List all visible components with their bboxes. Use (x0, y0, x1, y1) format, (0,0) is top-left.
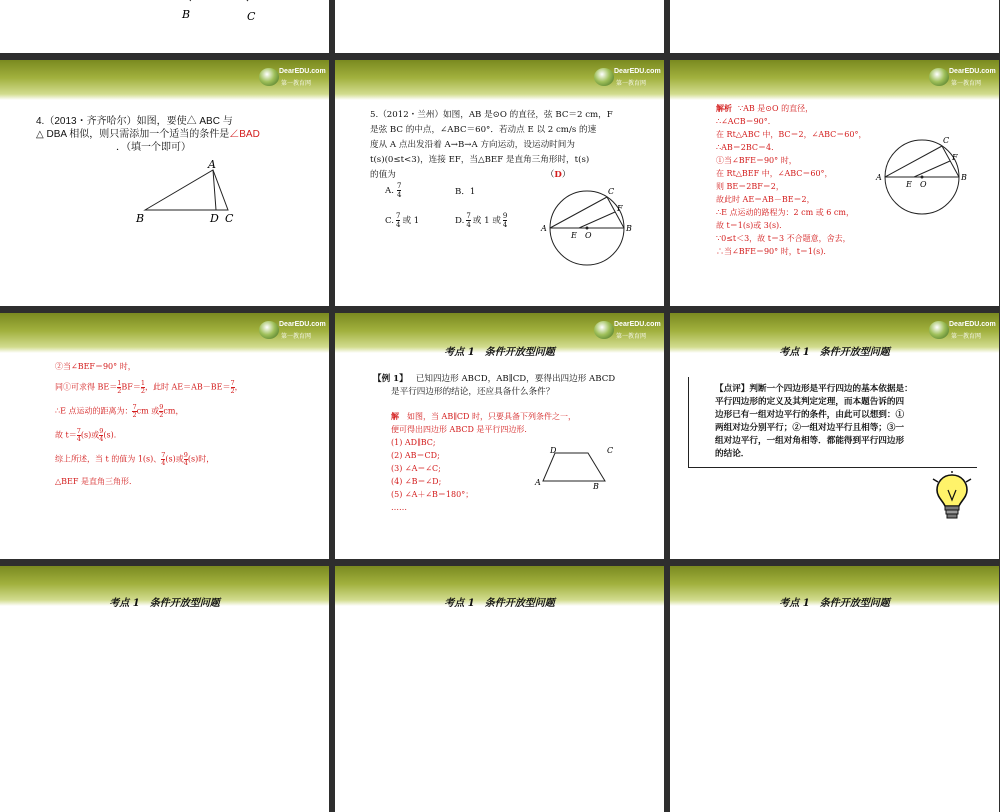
label-c: C (607, 446, 614, 455)
label-c: C (943, 136, 950, 145)
slide-thumbnail-1[interactable] (0, 0, 329, 53)
label-f: F (952, 153, 958, 162)
label-a: A (541, 224, 547, 233)
solution-text: 解析 ∵AB 是⊙O 的直径， ∴∠ACB＝90°． 在 Rt△ABC 中，BC＝2，∠ABC＝60°， ∴AB＝2BC＝4． ①当∠BFE＝90° 时， 在 Rt△BEF 中，∠ABC＝60°， 则 BE＝2BF＝2， 故此时 AE＝AB－BE＝2， ∴E 点运动的路程为：2 cm 或 6 cm， 故 t＝1(s)或 3(s)． ∵0≤t＜3，故 t＝3 不合题意，舍去， ∴当∠BFE＝90° 时，t＝1(s)． (716, 103, 867, 256)
slide-thumbnail-8[interactable] (335, 313, 664, 559)
slide-title: 考点 1 条件开放型问题 (779, 598, 890, 609)
circle-figure (670, 60, 999, 306)
lightbulb-icon (932, 471, 972, 525)
slide-thumbnail-7[interactable] (0, 313, 329, 559)
label-c: C (608, 187, 615, 196)
slide-thumbnail-2[interactable] (335, 0, 664, 53)
label-e: E (906, 180, 912, 189)
slide-thumbnail-3[interactable] (670, 0, 999, 53)
comment-text: 【点评】判断一个四边形是平行四边的基本依据是： 平行四边形的定义及其判定定理，而本题告诉的四 边形已有一组对边平行的条件，由此可以想到：① 两组对边分别平行；②一组对边平行且相等；③一 组对边平行，一组对角相等．都能得到平行四边形 的结论． (715, 384, 913, 459)
slide-thumbnail-9[interactable] (670, 313, 999, 559)
problem-text: 5.（2012・兰州）如图，AB 是⊙O 的直径，弦 BC＝2 cm，F 是弦 BC 的中点，∠ABC＝60°．若动点 E 以 2 cm/s 的速 度从 A 点出发沿着 A→B→A 方向运动，设运动时间为 t(s)(0≤t<3)，连接 EF，当△BEF 是直角三角形时，t(s) 的值为 （D） (370, 110, 613, 180)
slide-thumbnail-4[interactable] (0, 60, 329, 306)
label-o: O (585, 231, 592, 240)
slide-thumbnail-12[interactable] (670, 566, 999, 812)
slide-title: 考点 1 条件开放型问题 (779, 347, 890, 358)
slide-thumbnail-6[interactable] (670, 60, 999, 306)
deareducom-logo: DearEDU.com 第一教育网 (594, 319, 656, 343)
answer-text: ∠BAD (229, 129, 260, 140)
label-d: D (550, 446, 557, 455)
deareducom-logo: DearEDU.com 第一教育网 (929, 66, 991, 90)
slide-thumbnail-5[interactable]: DearEDU.com 第一教育网 5.（2012・兰州）如图，AB 是⊙O 的直径，弦 BC＝2 cm，F 是弦 BC 的中点，∠ABC＝60°．若动点 E 以 2 cm/s 的速 度从 A 点出发沿着 A→B→A 方向运动，设运动时间为 t(s)(0≤t<3)，连接 EF，当△BEF 是直角三角形时，t(s) 的值为 （D） A. $\frac{7}{4}$ B．1 C. $\frac{7}{4}$ 或 1 D. $\frac{7}{4}$ 或 1 或 $\frac{9}{4}$ C F A E O B (335, 60, 664, 306)
label-b: B (593, 482, 599, 491)
label-a: A (208, 158, 216, 171)
label-o: O (920, 180, 927, 189)
deareducom-logo: DearEDU.com 第一教育网 (259, 319, 321, 343)
answer-text: D (554, 170, 562, 180)
label-a: A (876, 173, 882, 182)
label-b: B (626, 224, 632, 233)
triangle-figure (0, 60, 329, 306)
label-e: E (571, 231, 577, 240)
slide-thumbnail-11[interactable] (335, 566, 664, 812)
label-f: F (617, 204, 623, 213)
slide-thumbnail-10[interactable] (0, 566, 329, 812)
label-b: B (961, 173, 967, 182)
label-c: C (247, 10, 256, 23)
slide-title: 考点 1 条件开放型问题 (444, 347, 555, 358)
circle-figure (335, 60, 664, 306)
label-b: B (182, 8, 191, 21)
deareducom-logo: DearEDU.com 第一教育网 (259, 66, 321, 90)
label-a: A (535, 478, 541, 487)
problem-text: 4.（2013・齐齐哈尔）如图，要使△ ABC 与 △ DBA 相似，则只需添加一个适当的条件是∠BAD ．（填一个即可） (36, 116, 260, 153)
label-c: C (225, 212, 234, 225)
triangle-figure (0, 0, 329, 53)
slide-title: 考点 1 条件开放型问题 (109, 598, 220, 609)
solution-text: ②当∠BEF＝90° 时， 同①可求得 BE＝ $\frac{1}{2}$ BF＝ $\frac{1}{2}$ ，此时 AE＝AB－BE＝ $\frac{7}{2}$ ， ∴E 点运动的距离为： $\frac{7}{2}$ cm 或 $\frac{9}{2}$ cm， 故 t＝ $\frac{7}{4}$ (s)或 $\frac{9}{4}$ (s)． 综上所述，当 t 的值为 1(s)、 $\frac{7}{4}$ (s)或 $\frac{9}{4}$ (s)时， △BEF 是直角三角形． (55, 362, 243, 486)
deareducom-logo: DearEDU.com 第一教育网 (594, 66, 656, 90)
parallelogram-figure (335, 313, 664, 559)
deareducom-logo: DearEDU.com 第一教育网 (929, 319, 991, 343)
label-d: D (210, 212, 219, 225)
slide-title: 考点 1 条件开放型问题 (444, 598, 555, 609)
example-text: 【例 1】 已知四边形 ABCD，AB∥CD，要得出四边形 ABCD 是平行四边形的结论，还应具备什么条件？ (373, 374, 616, 397)
solution-text: 解 如图，当 AB∥CD 时，只要具备下列条件之一， 便可得出四边形 ABCD 是平行四边形． (1) AD∥BC; (2) AB＝CD; (3) ∠A＝∠C; (4) ∠B＝∠D; (5) ∠A＋∠B＝180°； …… (391, 411, 576, 512)
label-b: B (136, 212, 145, 225)
